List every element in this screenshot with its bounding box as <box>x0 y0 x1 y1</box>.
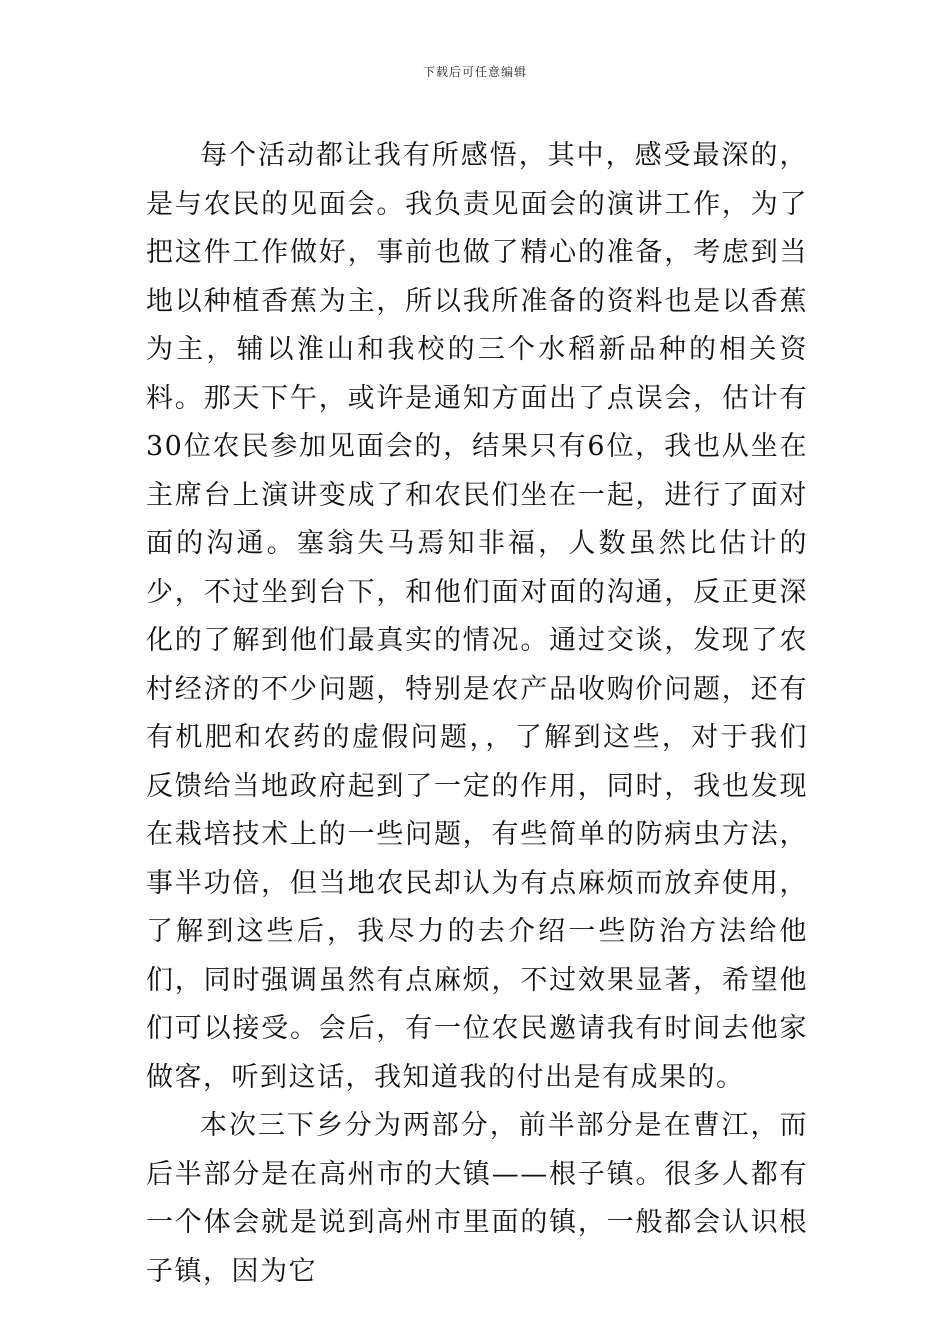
paragraph: 每个活动都让我有所感悟，其中，感受最深的，是与农民的见面会。我负责见面会的演讲工作，为了把这件工作做好，事前也做了精心的准备，考虑到当地以种植香蕉为主，所以我所准备的资料也是以香蕉为主，辅以淮山和我校的三个水稻新品种的相关资料。那天下午，或许是通知方面出了点误会，估计有30位农民参加见面会的，结果只有6位，我也从坐在主席台上演讲变成了和农民们坐在一起，进行了面对面的沟通。塞翁失马焉知非福，人数虽然比估计的少，不过坐到台下，和他们面对面的沟通，反正更深化的了解到他们最真实的情况。通过交谈，发现了农村经济的不少问题，特别是农产品收购价问题，还有有机肥和农药的虚假问题，，了解到这些，对于我们反馈给当地政府起到了一定的作用，同时，我也发现在栽培技术上的一些问题，有些简单的防病虫方法，事半功倍，但当地农民却认为有点麻烦而放弃使用，了解到这些后，我尽力的去介绍一些防治方法给他们，同时强调虽然有点麻烦，不过效果显著，希望他们可以接受。会后，有一位农民邀请我有时间去他家做客，听到这话，我知道我的付出是有成果的。 <box>146 140 808 1093</box>
page-header: 下载后可任意编辑 <box>422 65 527 79</box>
document-body <box>146 132 808 1296</box>
paragraph: 本次三下乡分为两部分，前半部分是在曹江，而后半部分是在高州市的大镇——根子镇。很多人都有一个体会就是说到高州市里面的镇，一般都会认识根子镇，因为它 <box>146 1110 808 1287</box>
